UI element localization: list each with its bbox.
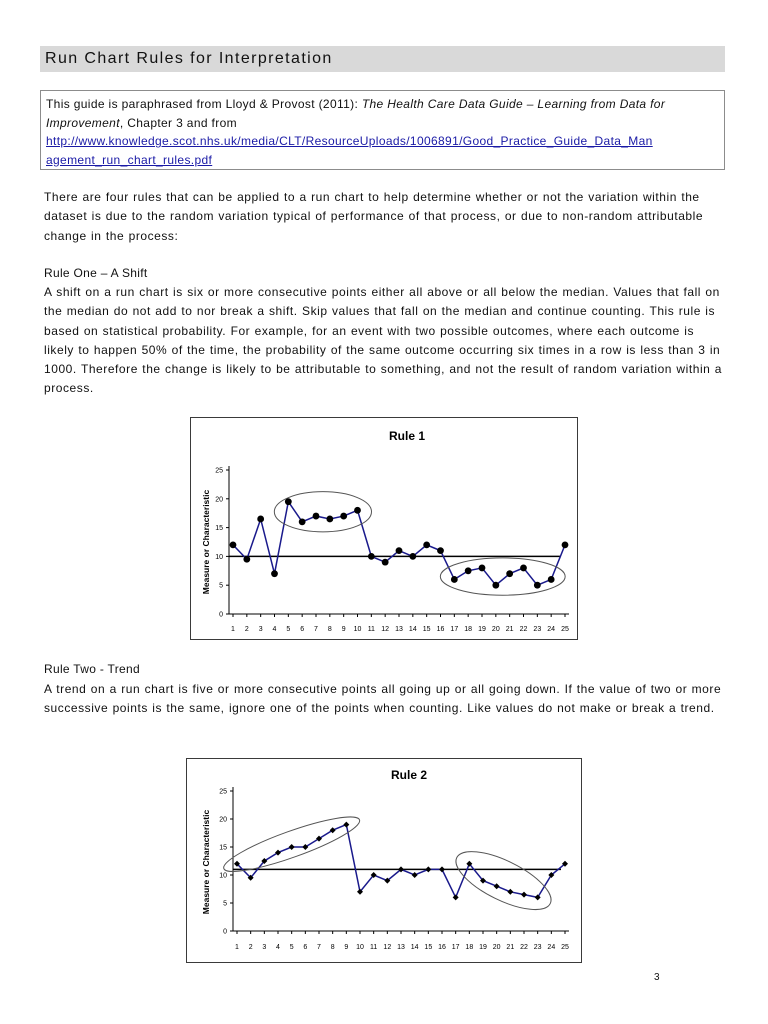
x-tick-label: 19	[478, 626, 486, 633]
data-point	[326, 516, 333, 523]
data-point	[548, 576, 555, 583]
x-tick-label: 15	[424, 944, 433, 951]
data-point	[285, 498, 292, 505]
x-tick-label: 17	[451, 944, 460, 951]
x-tick-label: 7	[317, 944, 321, 951]
x-tick-label: 11	[367, 626, 375, 633]
rule-one-heading: Rule One – A Shift	[44, 266, 148, 280]
data-point	[243, 556, 250, 563]
reference-box	[40, 90, 725, 170]
y-tick-label: 10	[219, 872, 227, 880]
y-axis-label: Measure or Characteristic	[201, 489, 211, 595]
data-point	[465, 567, 472, 574]
x-tick-label: 10	[353, 626, 362, 633]
data-point	[479, 565, 486, 572]
x-tick-label: 20	[492, 944, 501, 951]
x-tick-label: 12	[383, 944, 392, 951]
page-number: 3	[654, 972, 660, 983]
x-tick-label: 8	[330, 944, 335, 951]
x-tick-label: 16	[438, 944, 446, 951]
data-point	[507, 889, 513, 895]
data-point	[340, 513, 347, 520]
intro-paragraph: There are four rules that can be applied to a run chart to help determine whether or not the variation within the dataset is due to the random variation typical of performance of that process, or due to non-random attributable change in the process:	[44, 190, 704, 243]
x-tick-label: 10	[356, 944, 364, 951]
x-tick-label: 22	[519, 626, 528, 633]
reference-url-line2: agement_run_chart_rules.pdf	[46, 152, 213, 167]
data-point	[534, 582, 541, 589]
data-point	[409, 553, 416, 560]
y-axis-label: Measure or Characteristic	[201, 809, 211, 915]
x-tick-label: 6	[300, 626, 305, 633]
data-point	[257, 516, 264, 523]
x-tick-label: 20	[491, 626, 500, 633]
x-tick-label: 15	[422, 626, 431, 633]
rule-one-paragraph: A shift on a run chart is six or more consecutive points either all above or all below the median. Values that fall on the median do not add to nor break a shift. Skip values that fall on the median and continue counting. This rule is based on statistical probability. For example, for an event with two possible outcomes, where each outcome is likely to happen 50% of the time, the probability of the same outcome occurring six times in a row is less than 3 in 1000. Therefore the change is likely to be attributable to something, and not the result of random variation within a process.	[44, 285, 722, 396]
x-tick-label: 21	[506, 944, 515, 951]
x-tick-label: 6	[303, 944, 308, 951]
data-point	[396, 547, 403, 554]
x-tick-label: 13	[397, 944, 405, 951]
reference-book-title: The Health Care Data Guide – Learning from Data for Improvement	[46, 97, 666, 130]
data-point	[453, 894, 459, 900]
x-tick-label: 1	[231, 626, 235, 633]
data-point	[412, 872, 418, 878]
data-point	[520, 565, 527, 572]
reference-url-line1: http://www.knowledge.scot.nhs.uk/media/CLT/ResourceUploads/1006891/Good_Practice_Guide_Data_Man	[46, 134, 653, 148]
x-tick-label: 5	[289, 944, 294, 951]
rule-1-chart	[190, 417, 578, 640]
x-tick-label: 17	[450, 626, 459, 633]
data-point	[494, 883, 500, 889]
data-point	[521, 892, 527, 898]
y-tick-label: 20	[215, 496, 223, 504]
rule-two-paragraph: A trend on a run chart is five or more consecutive points all going up or all going down. If the value of two or more successive points is the same, ignore one of the points when counting. Like values do not make or break a trend.	[44, 682, 722, 716]
y-tick-label: 15	[215, 525, 223, 533]
x-tick-label: 22	[520, 944, 528, 951]
data-point	[343, 822, 349, 828]
data-point	[382, 559, 389, 566]
x-tick-label: 3	[262, 944, 267, 951]
x-tick-label: 19	[479, 944, 487, 951]
reference-chapter-text: , Chapter 3 and from	[119, 115, 237, 130]
data-point	[299, 518, 306, 525]
x-tick-label: 14	[408, 626, 417, 633]
x-tick-label: 5	[286, 626, 291, 633]
x-tick-label: 7	[314, 626, 318, 633]
rule-2-chart-svg	[187, 759, 581, 962]
x-tick-label: 11	[370, 944, 378, 951]
x-tick-label: 24	[547, 944, 556, 951]
x-tick-label: 24	[547, 626, 556, 633]
x-tick-label: 18	[464, 626, 473, 633]
data-point	[289, 844, 295, 850]
rule-two-heading: Rule Two - Trend	[44, 662, 140, 676]
chart-title: Rule 2	[390, 768, 428, 782]
y-tick-label: 0	[223, 928, 227, 936]
rule-1-chart-svg	[191, 418, 577, 639]
highlight-ellipse	[448, 840, 559, 921]
y-tick-label: 20	[219, 816, 227, 824]
y-tick-label: 25	[219, 788, 227, 796]
x-tick-label: 2	[244, 626, 249, 633]
x-tick-label: 9	[344, 944, 349, 951]
chart-title: Rule 1	[388, 429, 426, 443]
x-tick-label: 25	[561, 626, 569, 633]
x-tick-label: 1	[235, 944, 239, 951]
x-tick-label: 21	[505, 626, 514, 633]
rule-2-chart	[186, 758, 582, 963]
data-point	[437, 547, 444, 554]
data-point	[368, 553, 375, 560]
series-line	[237, 825, 565, 898]
x-tick-label: 14	[410, 944, 419, 951]
data-point	[271, 570, 278, 577]
x-tick-label: 4	[276, 944, 280, 951]
x-tick-label: 23	[533, 626, 542, 633]
data-point	[439, 866, 445, 872]
data-point	[423, 541, 430, 548]
x-tick-label: 3	[258, 626, 263, 633]
data-point	[313, 513, 320, 520]
reference-intro-text: This guide is paraphrased from Lloyd & Provost (2011):	[46, 97, 362, 111]
data-point	[451, 576, 458, 583]
y-tick-label: 10	[215, 553, 223, 561]
x-tick-label: 25	[561, 944, 569, 951]
data-point	[562, 541, 569, 548]
x-tick-label: 4	[272, 626, 277, 633]
x-tick-label: 9	[341, 626, 346, 633]
reference-url-link[interactable]	[46, 134, 653, 167]
x-tick-label: 2	[248, 944, 253, 951]
x-tick-label: 18	[465, 944, 474, 951]
data-point	[425, 866, 431, 872]
x-tick-label: 16	[436, 626, 445, 633]
y-tick-label: 0	[219, 611, 223, 619]
y-tick-label: 15	[219, 844, 227, 852]
series-line	[233, 502, 565, 586]
x-tick-label: 13	[395, 626, 403, 633]
data-point	[230, 541, 237, 548]
data-point	[354, 507, 361, 514]
x-tick-label: 23	[533, 944, 542, 951]
x-tick-label: 12	[381, 626, 390, 633]
x-tick-label: 8	[327, 626, 332, 633]
page-title: Run Chart Rules for Interpretation	[40, 46, 725, 72]
y-tick-label: 25	[215, 467, 223, 475]
y-tick-label: 5	[219, 582, 223, 590]
data-point	[492, 582, 499, 589]
data-point	[506, 570, 513, 577]
y-tick-label: 5	[223, 900, 227, 908]
